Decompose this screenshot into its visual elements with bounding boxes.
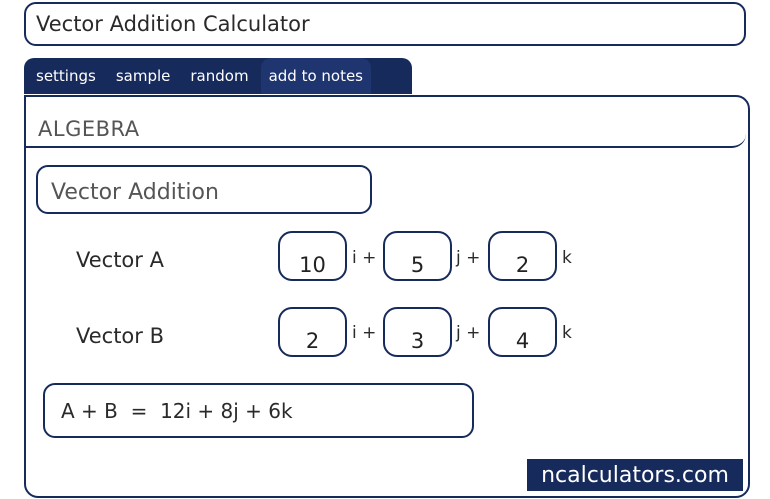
- tab-random[interactable]: random: [190, 67, 249, 85]
- vector-b-k-input[interactable]: 4: [488, 307, 557, 357]
- vector-a-label: Vector A: [76, 248, 164, 272]
- vector-b-i-input[interactable]: 2: [278, 307, 347, 357]
- vector-b-j-input[interactable]: 3: [383, 307, 452, 357]
- unit-i-label: i +: [352, 248, 377, 268]
- brand-logo[interactable]: ncalculators.com: [527, 459, 743, 491]
- vector-b-label: Vector B: [76, 324, 164, 348]
- unit-k-label: k: [562, 323, 572, 343]
- unit-j-label: j +: [456, 248, 481, 268]
- unit-k-label: k: [562, 248, 572, 268]
- calculator-title: Vector Addition: [36, 165, 372, 214]
- result-output: A + B = 12i + 8j + 6k: [43, 383, 474, 438]
- vector-a-j-input[interactable]: 5: [383, 231, 452, 281]
- page-title: Vector Addition Calculator: [24, 2, 746, 46]
- vector-a-k-input[interactable]: 2: [488, 231, 557, 281]
- vector-a-i-input[interactable]: 10: [278, 231, 347, 281]
- tab-settings[interactable]: settings: [36, 67, 96, 85]
- unit-i-label: i +: [352, 323, 377, 343]
- tab-add-to-notes[interactable]: add to notes: [261, 58, 371, 94]
- tab-bar: [24, 58, 412, 94]
- unit-j-label: j +: [456, 323, 481, 343]
- section-heading: ALGEBRA: [24, 112, 746, 148]
- tab-sample[interactable]: sample: [115, 67, 171, 85]
